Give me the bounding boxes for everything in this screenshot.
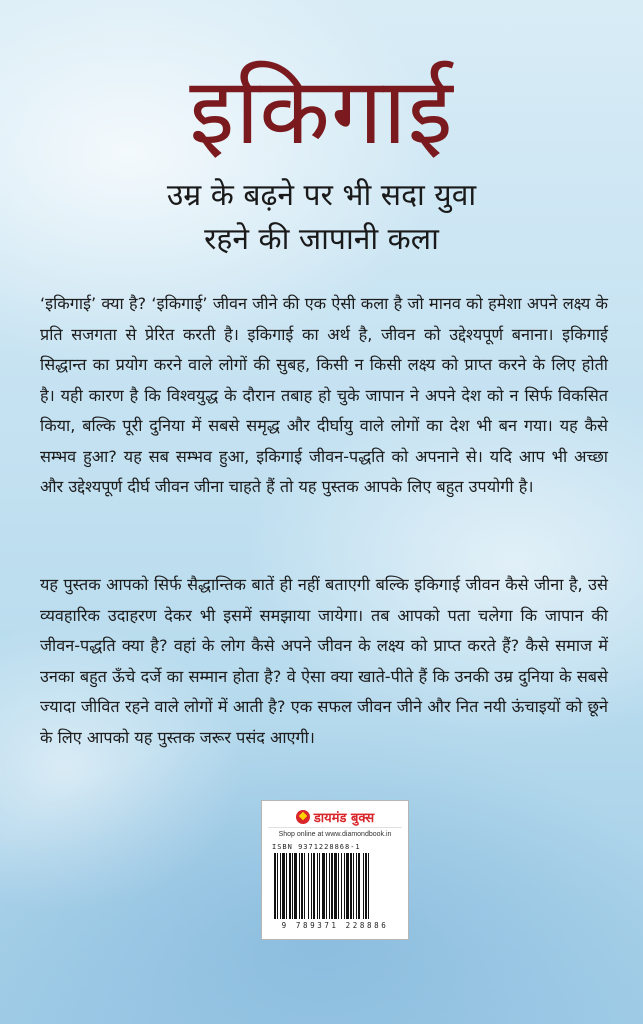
book-title: इकिगाई (189, 58, 454, 165)
subtitle-line-2: रहने की जापानी कला (204, 222, 439, 257)
subtitle-line-1: उम्र के बढ़ने पर भी सदा युवा (166, 178, 477, 213)
barcode-bars (274, 853, 396, 919)
ean-digits: 9 789371 228886 (281, 921, 389, 930)
isbn-text: ISBN 9371228868-1 (272, 843, 361, 851)
publisher-logo (268, 807, 402, 828)
publisher-name: डायमंड बुक्स (313, 811, 375, 826)
barcode-bar (368, 853, 369, 919)
shop-online-text: Shop online at www.diamondbook.in (278, 831, 392, 838)
description-paragraph-2: यह पुस्तक आपको सिर्फ सैद्धान्तिक बातें ही नहीं बताएगी बल्कि इकिगाई जीवन कैसे जीना है, उसे व्यवहारिक उदाहरण देकर भी इसमें समझाया जायेगा। तब आपको पता चलेगा कि जापान की जीवन-पद्धति क्या है? वहां के लोग कैसे अपने जीवन के लक्ष्य को प्राप्त करते हैं? कैसे समाज में उनका बहुत ऊँचे दर्जे का सम्मान होता है? वे ऐसा क्या खाते-पीते हैं कि उनकी उम्र दुनिया के सबसे ज्यादा जीवित रहने वाले लोगों में आती है? एक सफल जीवन जीने और नित नयी ऊंचाइयों को छूने के लिए आपको यह पुस्तक जरूर पसंद आएगी। (40, 575, 608, 747)
diamond-logo-icon (296, 810, 310, 824)
description-paragraph-1: ‘इकिगाई’ क्या है? ‘इकिगाई’ जीवन जीने की एक ऐसी कला है जो मानव को हमेशा अपने लक्ष्य के प्रति सजगता से प्रेरित करती है। इकिगाई का अर्थ है, जीवन को उद्देश्यपूर्ण बनाना। इकिगाई सिद्धान्त का प्रयोग करने वाले लोगों की सुबह, किसी न किसी लक्ष्य को प्राप्त करने के लिए होती है। यही कारण है कि विश्वयुद्ध के दौरान तबाह हो चुके जापान ने अपने देश को न सिर्फ विकसित किया, बल्कि पूरी दुनिया में सबसे समृद्ध और दीर्घायु वाले लोगों का देश भी बन गया। यह कैसे सम्भव हुआ? यह सब सम्भव हुआ, इकिगाई जीवन-पद्धति को अपनाने से। यदि आप भी अच्छा और उद्देश्यपूर्ण दीर्घ जीवन जीना चाहते हैं तो यह पुस्तक आपके लिए बहुत उपयोगी है। (40, 294, 608, 496)
barcode-panel (261, 800, 409, 940)
